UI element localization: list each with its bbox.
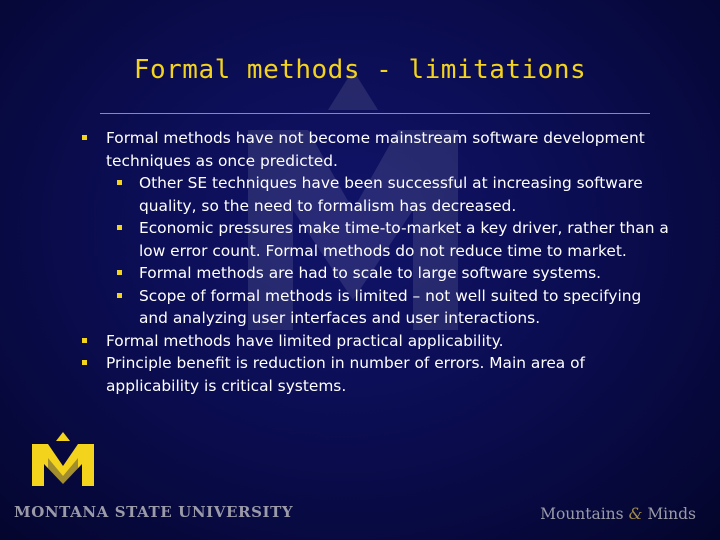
- bullet-text: Other SE techniques have been successful at increasing software quality, so the need to formalism has decreased.: [139, 174, 643, 215]
- tagline-word: Mountains: [540, 505, 624, 523]
- tagline-ampersand: &: [628, 505, 643, 523]
- bullet-marker: [117, 270, 122, 275]
- bullet-marker: [82, 135, 87, 140]
- title-divider: [100, 113, 650, 114]
- bullet-text: Formal methods have limited practical applicability.: [106, 331, 504, 350]
- bullet-text: Economic pressures make time-to-market a key driver, rather than a low error count. Formal methods do not reduce time to market.: [139, 219, 669, 260]
- bullet-marker: [117, 180, 122, 185]
- bullet-marker: [82, 338, 87, 343]
- bullet-text: Principle benefit is reduction in number of errors. Main area of applicability is critical systems.: [106, 354, 585, 395]
- university-name: MONTANA STATE UNIVERSITY: [14, 503, 294, 521]
- tagline: [540, 505, 696, 523]
- slide-title: Formal methods - limitations: [133, 55, 587, 85]
- bullet-marker: [117, 225, 122, 230]
- sub-bullet-item: [0, 217, 669, 262]
- bullet-item: [0, 330, 666, 353]
- bullet-text: Formal methods are had to scale to large software systems.: [139, 264, 602, 282]
- bullet-list: [0, 127, 720, 397]
- tagline-word: Minds: [647, 505, 696, 523]
- msu-m-logo-icon: [28, 432, 98, 494]
- sub-bullet-item: [0, 262, 669, 285]
- bullet-text: Formal methods have not become mainstream software development techniques as once predicted.: [106, 129, 645, 170]
- sub-bullet-item: [0, 172, 669, 217]
- bullet-item: [0, 127, 666, 172]
- bullet-marker: [117, 293, 122, 298]
- bullet-item: [0, 352, 666, 397]
- sub-bullet-item: [0, 285, 669, 330]
- bullet-text: Scope of formal methods is limited – not well suited to specifying and analyzing user interfaces and user interactions.: [139, 286, 642, 327]
- bullet-marker: [82, 360, 87, 365]
